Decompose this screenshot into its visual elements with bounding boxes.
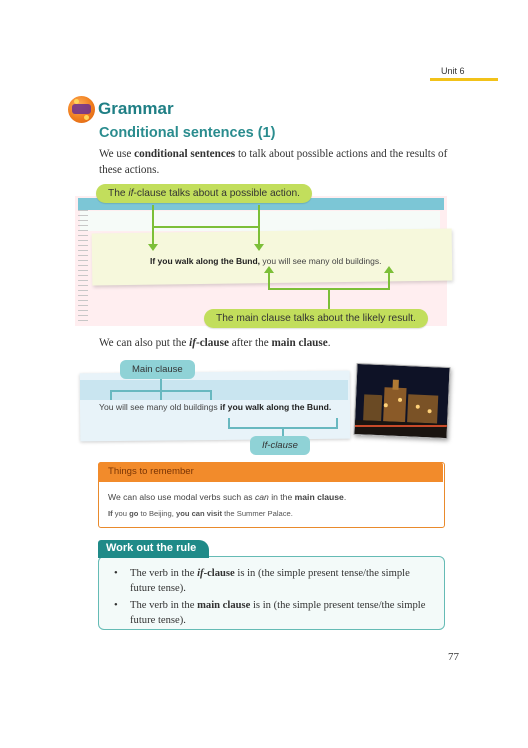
connector-line [110, 390, 212, 392]
rule-list [114, 566, 434, 630]
if-clause-note: The if-clause talks about a possible action. [96, 184, 312, 203]
list-item: • The verb in the if-clause is in (the simple present tense/the simple future tense). [114, 568, 410, 594]
arrow-up-icon [384, 266, 394, 273]
arrow-down-icon [148, 244, 158, 251]
topic-intro: We use conditional sentences to talk about possible actions and the results of these actions. [99, 148, 448, 176]
list-item: • The verb in the main clause is in (the simple present tense/the simple future tense). [114, 600, 426, 626]
bund-night-photo [353, 363, 450, 439]
connector-line [110, 390, 112, 400]
also-sentence: We can also put the if-clause after the main clause. [99, 337, 331, 349]
topic-title: Conditional sentences (1) [99, 125, 276, 141]
connector-line [328, 289, 330, 311]
remember-line-1: We can also use modal verbs such as can in the main clause. [108, 492, 347, 502]
unit-underline [430, 78, 498, 81]
diagram1-mid-band [80, 211, 440, 231]
page-number: 77 [448, 651, 459, 663]
rule-title: Work out the rule [106, 542, 197, 554]
grammar-badge-icon [68, 96, 95, 123]
unit-label: Unit 6 [441, 66, 465, 76]
diagram1-sentence: If you walk along the Bund, you will see many old buildings. [150, 256, 382, 266]
arrow-up-icon [264, 266, 274, 273]
arrow-down-icon [254, 244, 264, 251]
if-clause-label: If-clause [250, 436, 310, 455]
connector-line [160, 378, 162, 400]
main-clause-label: Main clause [120, 360, 195, 379]
bund-photo-image [355, 364, 450, 438]
remember-example: If you go to Beijing, you can visit the Summer Palace. [108, 509, 293, 518]
section-title: Grammar [98, 99, 174, 118]
bullet-icon: • [114, 568, 118, 579]
diagram2-sentence: You will see many old buildings if you walk along the Bund. [99, 402, 332, 412]
bullet-icon: • [114, 600, 118, 611]
diagram1-ruler [78, 210, 88, 322]
main-clause-note: The main clause talks about the likely result. [204, 309, 428, 328]
remember-title: Things to remember [108, 466, 194, 477]
connector-line [152, 226, 260, 228]
connector-line [210, 390, 212, 400]
